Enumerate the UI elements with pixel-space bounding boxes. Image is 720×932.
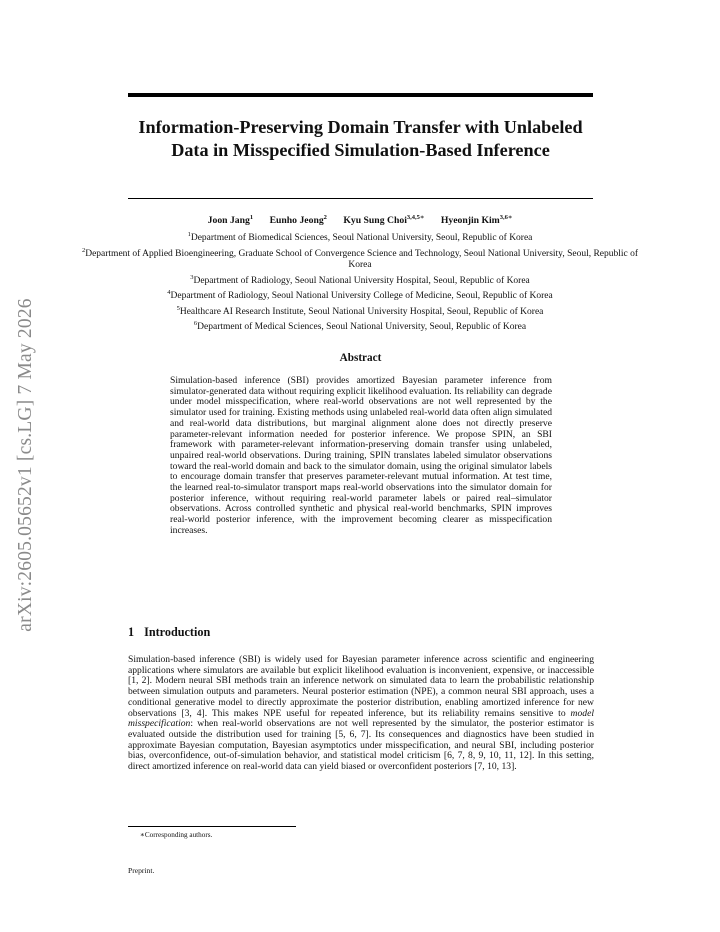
- emphasis-term: model misspecification: [128, 707, 594, 730]
- affiliation: $^1$Department of Biomedical Sciences, Seoul National University, Seoul, Republic of Korea: [187, 231, 533, 244]
- affiliation: $^4$Department of Radiology, Seoul National University College of Medicine, Seoul, Republic of Korea: [167, 289, 553, 302]
- author: Kyu Sung Choi$^{3,4,5∗}$: [343, 214, 425, 227]
- arxiv-identifier: [6, 265, 46, 665]
- author-list: [80, 213, 640, 226]
- arxiv-identifier-text: arXiv:2605.05652v1 [cs.LG] 7 May 2026: [15, 298, 36, 632]
- introduction-paragraph: Simulation-based inference (SBI) is widely used for Bayesian parameter inference across scientific and engineering applications where simulators are available but explicit likelihood evaluation is inconvenient, expensive, or inaccessible [1, 2]. Modern neural SBI methods train an inference network on simulated data to learn the probabilistic relationship between simulation outputs and parameters. Neural posterior estimation (NPE), a common neural SBI approach, uses a conditional generative model to directly approximate the posterior distribution, enabling amortized inference for new observations [3, 4]. This makes NPE useful for repeated inference, but its reliability remains sensitive to model misspecification: when real-world observations are not well represented by the simulator, the posterior estimator is evaluated outside the distribution used for training [5, 6, 7]. Its consequences and diagnostics have been studied in approximate Bayesian computation, Bayesian asymptotics under misspecification, and neural SBI, including posterior bias, overconfidence, out-of-simulation behavior, and statistical model criticism [6, 7, 8, 9, 10, 11, 12]. In this setting, direct amortized inference on real-world data can yield biased or overconfident posteriors [7, 10, 13].: [128, 654, 594, 773]
- title-bottom-rule: [128, 198, 593, 199]
- paper-title: Information-Preserving Domain Transfer with Unlabeled Data in Misspecified Simulation-Based Inference: [138, 117, 583, 160]
- author: Joon Jang$^1$: [207, 214, 254, 227]
- affiliation-list: [80, 229, 640, 334]
- section-heading: [128, 625, 210, 640]
- affiliation: $^2$Department of Applied Bioengineering, Graduate School of Convergence Science and Technology, Seoul National University, Seoul, Republic of Korea: [81, 246, 639, 271]
- affiliation: $^6$Department of Medical Sciences, Seoul National University, Seoul, Republic of Korea: [193, 320, 527, 333]
- author: Hyeonjin Kim$^{3,6∗}$: [440, 214, 513, 227]
- author: Eunho Jeong$^2$: [269, 214, 327, 227]
- title-top-rule: [128, 93, 593, 97]
- section-title: Introduction: [144, 625, 211, 639]
- preprint-label: Preprint.: [128, 866, 155, 875]
- abstract-body: Simulation-based inference (SBI) provides amortized Bayesian parameter inference from simulator-generated data without requiring explicit likelihood evaluation. Its reliability can degrade under model misspecification, where real-world observations are not well represented by the simulator used for training. Existing methods using unlabeled real-world data often align simulated and real-world data distributions, but marginal alignment alone does not directly preserve parameter-relevant information needed for posterior inference. We propose SPIN, an SBI framework with parameter-relevant information-preserving domain transfer using unlabeled, unpaired real-world observations. During training, SPIN translates labeled simulator observations toward the real-world domain and back to the simulator domain, using the original simulator labels to encourage domain transfer that preserves parameter-relevant mutual information. At test time, the learned real-to-simulator transport maps real-world observations into the simulator domain for posterior inference, without requiring real-world parameter labels or paired real–simulator observations. Across controlled synthetic and physical real-world benchmarks, SPIN improves real-world posterior inference, with the improvement becoming clearer as misspecification increases.: [170, 375, 552, 536]
- affiliation: $^5$Healthcare AI Research Institute, Seoul National University Hospital, Seoul, Republic of Korea: [176, 304, 544, 317]
- section-number: 1: [128, 625, 135, 639]
- footnote: ∗Corresponding authors.: [140, 831, 213, 839]
- affiliation: $^3$Department of Radiology, Seoul National University Hospital, Seoul, Republic of Korea: [190, 273, 530, 286]
- footnote-rule: [128, 826, 296, 827]
- abstract-heading: Abstract: [339, 352, 382, 364]
